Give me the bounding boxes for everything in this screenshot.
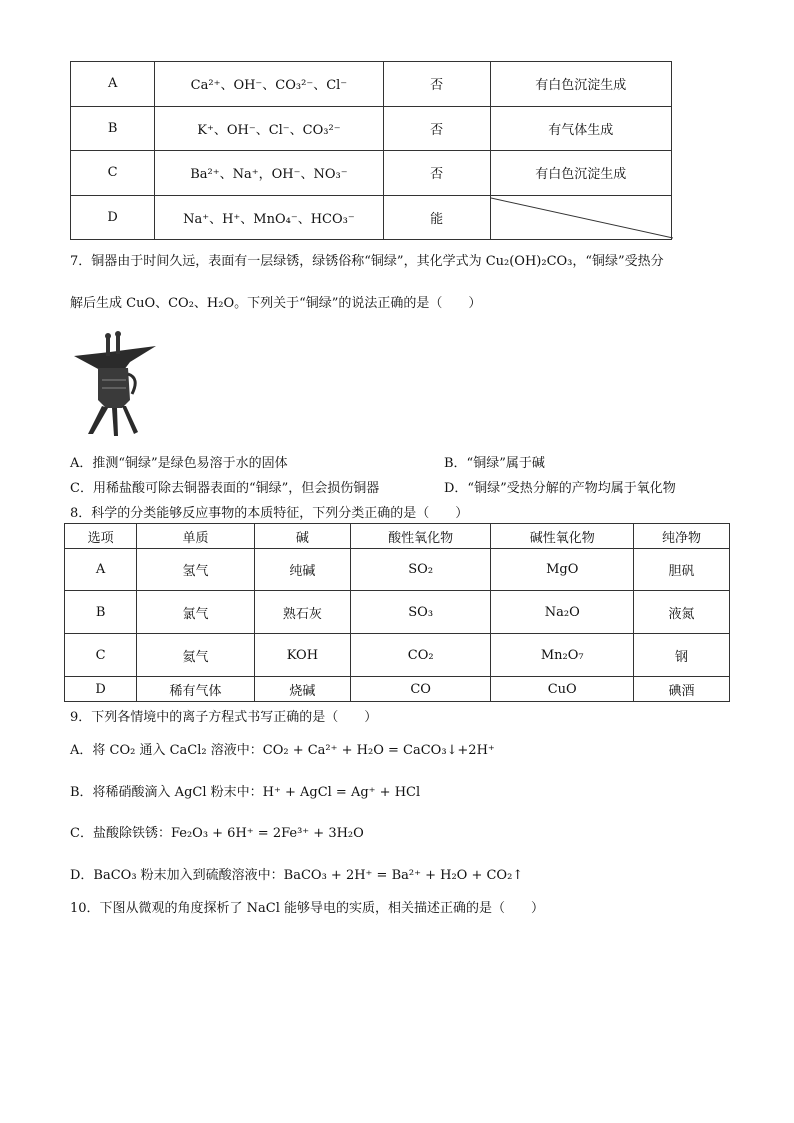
table-cell: 碘酒: [634, 677, 730, 702]
q9-stem: 9．下列各情境中的离子方程式书写正确的是（ ）: [70, 710, 378, 725]
table-cell: CuO: [491, 677, 634, 702]
table-cell: 烧碱: [254, 677, 350, 702]
reason-cell: 有气体生成: [490, 106, 671, 151]
table-cell: 熟石灰: [254, 591, 350, 634]
table-row: [65, 634, 730, 677]
table-row: [71, 151, 672, 196]
header-cell: 单质: [137, 524, 255, 549]
table-cell: KOH: [254, 634, 350, 677]
header-cell: 酸性氧化物: [350, 524, 490, 549]
option-cell: B: [71, 106, 155, 151]
table-row: [65, 549, 730, 591]
q7-option-d: D．“铜绿”受热分解的产物均属于氧化物: [444, 481, 676, 496]
header-cell: 选项: [65, 524, 137, 549]
table-cell: 氢气: [137, 549, 255, 591]
reason-cell: 有白色沉淀生成: [490, 151, 671, 196]
classification-table: [64, 523, 730, 702]
table-row: [71, 106, 672, 151]
table-cell: C: [65, 634, 137, 677]
table-cell: 钢: [634, 634, 730, 677]
q9-option-d: D．BaCO₃ 粉末加入到硫酸溶液中：BaCO₃ + 2H⁺ = Ba²⁺ + H₂O + CO₂↑: [70, 868, 524, 883]
diagonal-empty-cell: [490, 195, 671, 240]
q9-option-b: B．将稀硝酸滴入 AgCl 粉末中：H⁺ + AgCl = Ag⁺ + HCl: [70, 785, 421, 800]
table-row: [65, 591, 730, 634]
table-row: [65, 677, 730, 702]
header-cell: 纯净物: [634, 524, 730, 549]
ions-cell: K⁺、OH⁻、Cl⁻、CO₃²⁻: [155, 106, 383, 151]
answer-cell: 否: [383, 106, 490, 151]
ions-cell: Na⁺、H⁺、MnO₄⁻、HCO₃⁻: [155, 195, 383, 240]
table-row: [71, 62, 672, 107]
ions-cell: Ca²⁺、OH⁻、CO₃²⁻、Cl⁻: [155, 62, 383, 107]
table-cell: D: [65, 677, 137, 702]
q9-option-c: C．盐酸除铁锈：Fe₂O₃ + 6H⁺ = 2Fe³⁺ + 3H₂O: [70, 826, 364, 841]
reason-cell: 有白色沉淀生成: [490, 62, 671, 107]
table-cell: SO₂: [350, 549, 490, 591]
bronze-vessel-image: [70, 330, 160, 440]
q7-option-a: A．推测“铜绿”是绿色易溶于水的固体: [70, 456, 288, 471]
table-cell: Na₂O: [491, 591, 634, 634]
q7-option-b: B．“铜绿”属于碱: [444, 456, 545, 471]
table-header-row: [65, 524, 730, 549]
table-row: [71, 195, 672, 240]
q10-stem: 10．下图从微观的角度探析了 NaCl 能够导电的实质，相关描述正确的是（ ）: [70, 901, 545, 916]
header-cell: 碱: [254, 524, 350, 549]
answer-cell: 否: [383, 62, 490, 107]
header-cell: 碱性氧化物: [491, 524, 634, 549]
table-cell: B: [65, 591, 137, 634]
table-cell: 氦气: [137, 634, 255, 677]
q8-stem: 8．科学的分类能够反应事物的本质特征，下列分类正确的是（ ）: [70, 506, 469, 521]
ions-cell: Ba²⁺、Na⁺，OH⁻、NO₃⁻: [155, 151, 383, 196]
table-cell: CO: [350, 677, 490, 702]
q7-option-c: C．用稀盐酸可除去铜器表面的“铜绿”，但会损伤铜器: [70, 481, 380, 496]
option-cell: A: [71, 62, 155, 107]
answer-cell: 否: [383, 151, 490, 196]
table-cell: 氯气: [137, 591, 255, 634]
q9-option-a: A．将 CO₂ 通入 CaCl₂ 溶液中：CO₂ + Ca²⁺ + H₂O = CaCO₃↓+2H⁺: [70, 743, 495, 758]
table-cell: Mn₂O₇: [491, 634, 634, 677]
option-cell: D: [71, 195, 155, 240]
table-cell: MgO: [491, 549, 634, 591]
answer-cell: 能: [383, 195, 490, 240]
table-cell: 稀有气体: [137, 677, 255, 702]
table-cell: A: [65, 549, 137, 591]
q7-stem-line1: 7．铜器由于时间久远，表面有一层绿锈，绿锈俗称“铜绿”，其化学式为 Cu₂(OH)₂CO₃，“铜绿”受热分: [70, 254, 664, 269]
table-cell: CO₂: [350, 634, 490, 677]
table-cell: 纯碱: [254, 549, 350, 591]
table-cell: 胆矾: [634, 549, 730, 591]
table-cell: SO₃: [350, 591, 490, 634]
ion-coexistence-table: [70, 61, 672, 240]
table-cell: 液氮: [634, 591, 730, 634]
diagonal-line: [491, 196, 673, 240]
option-cell: C: [71, 151, 155, 196]
q7-stem-line2: 解后生成 CuO、CO₂、H₂O。下列关于“铜绿”的说法正确的是（ ）: [70, 296, 482, 311]
